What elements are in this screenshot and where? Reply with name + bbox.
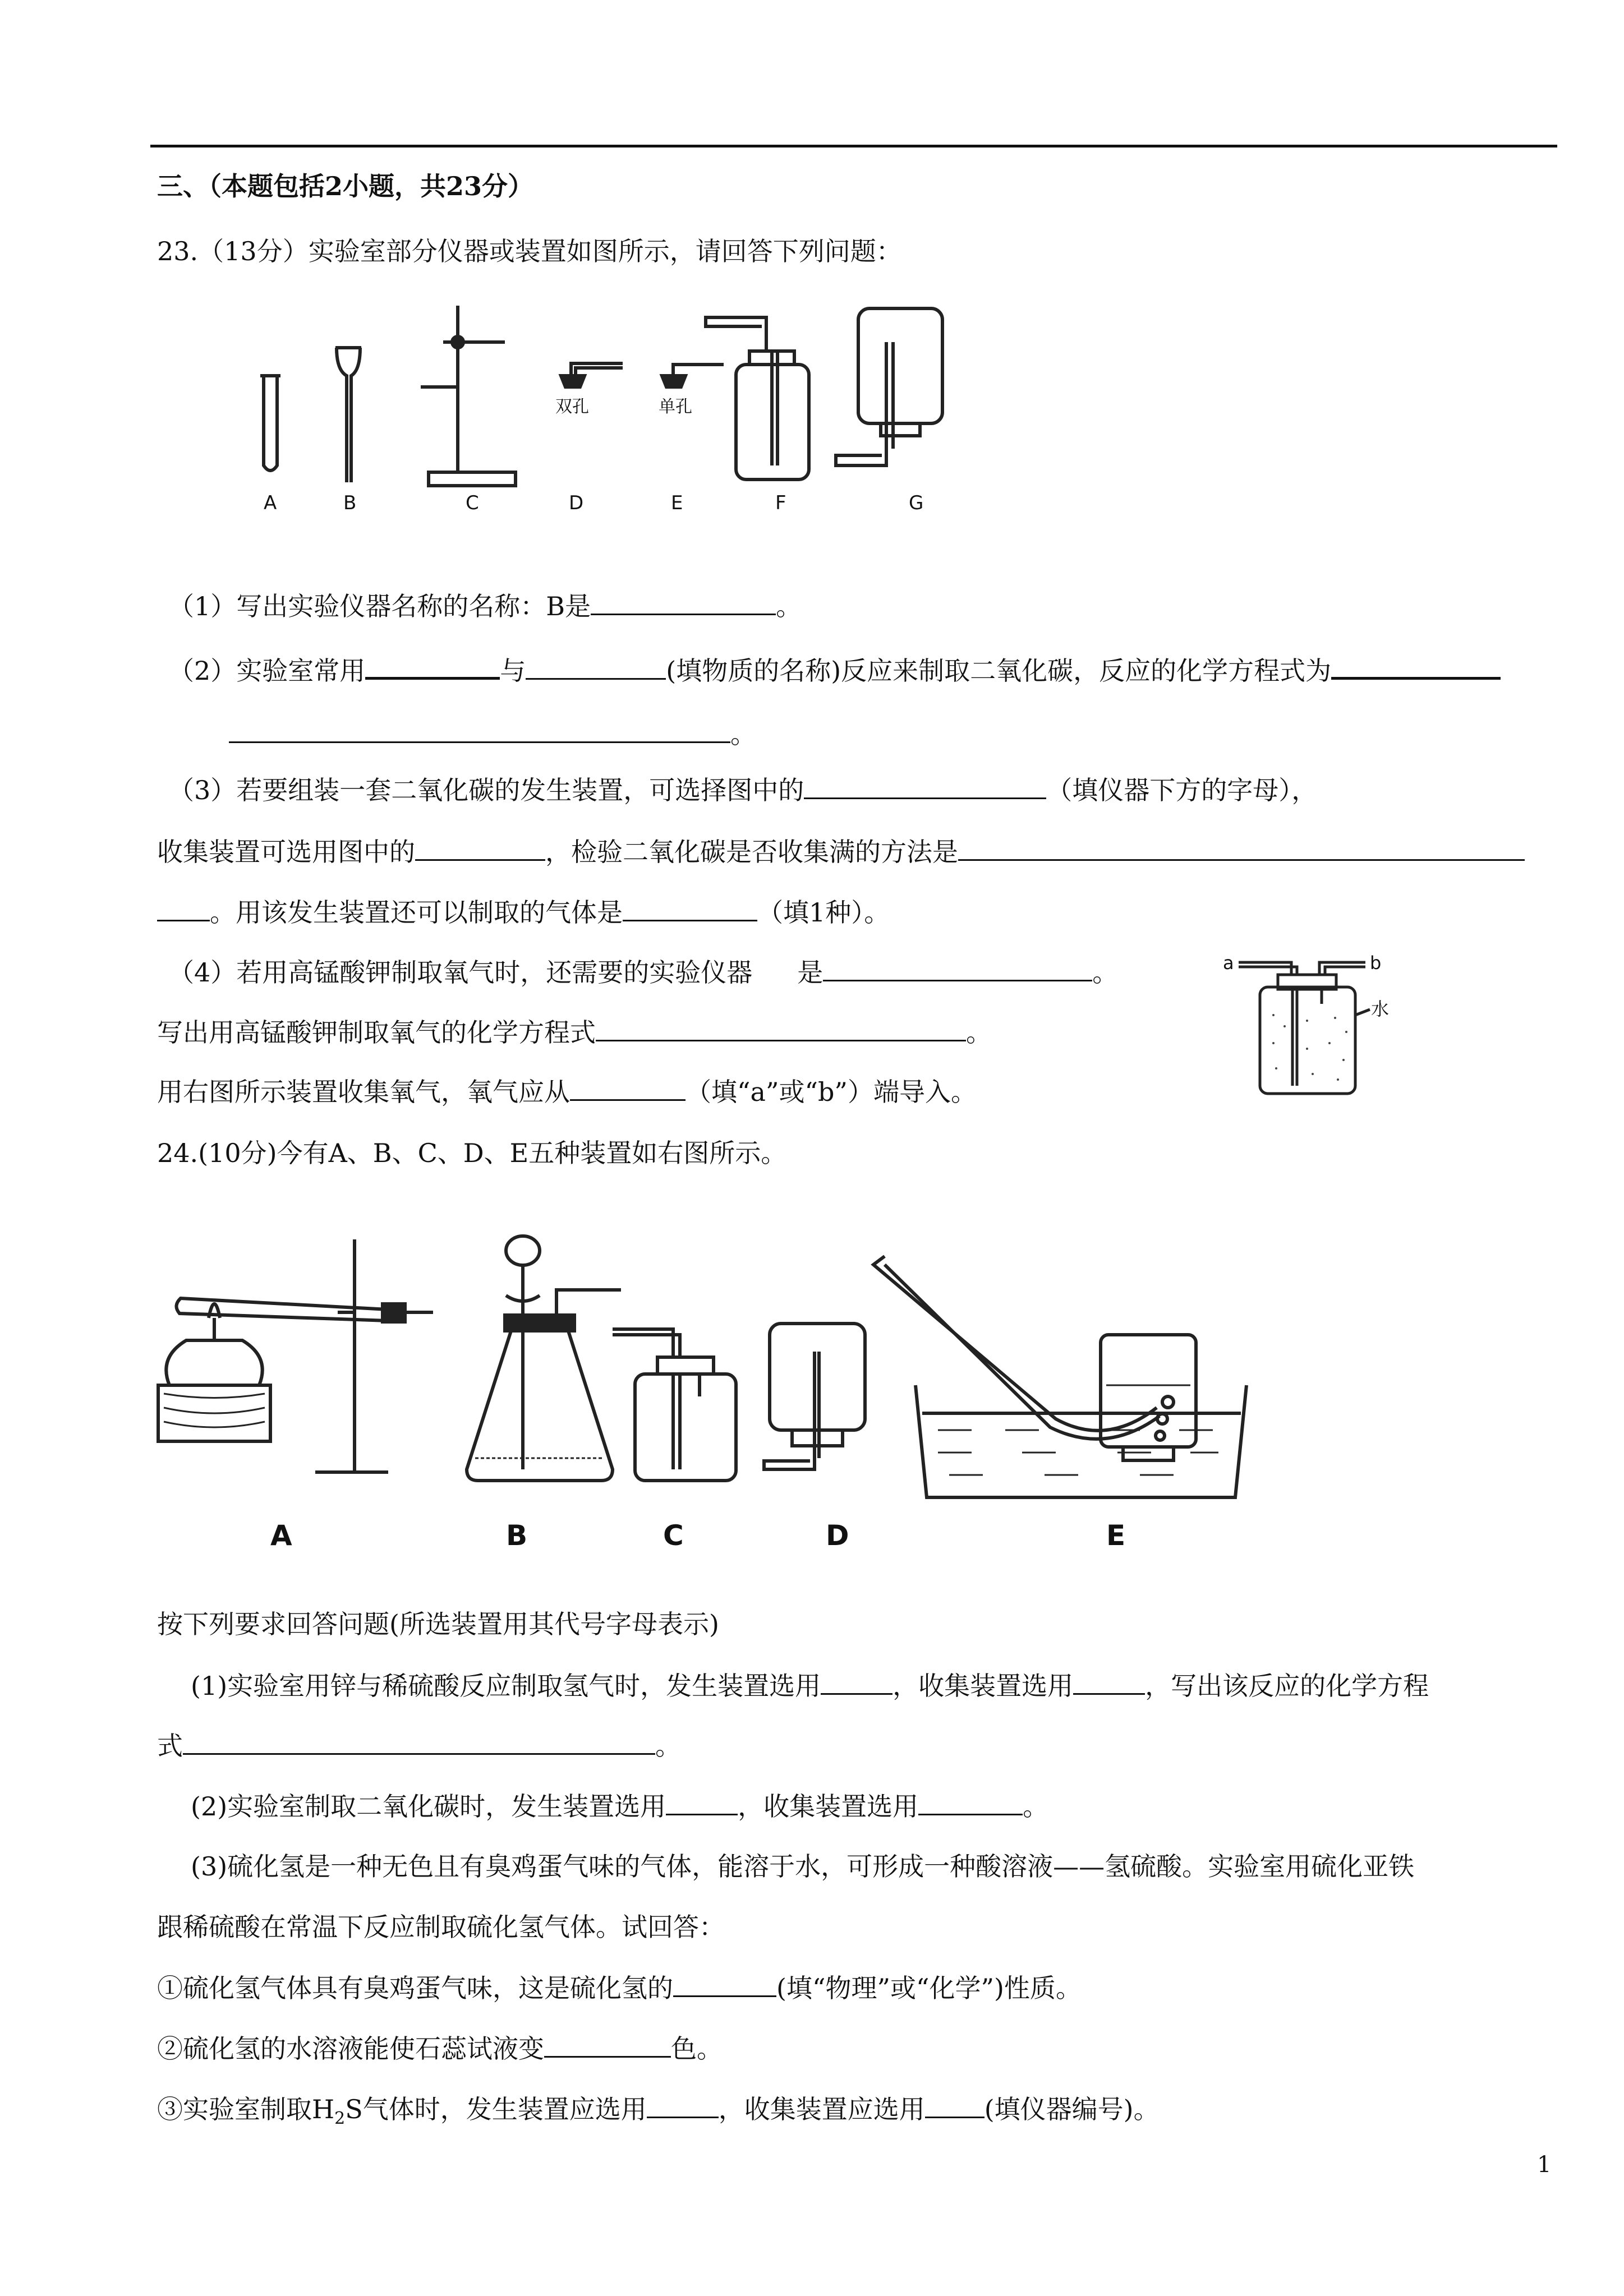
answer-blank[interactable] — [591, 589, 776, 615]
top-rule — [150, 145, 1557, 147]
stopper-label-e: 单孔 — [659, 397, 692, 417]
q24-part2: (2)实验室制取二氧化碳时，发生装置选用 ，收集装置选用 。 — [191, 1789, 1048, 1823]
q24-intro: 按下列要求回答问题(所选装置用其代号字母表示) — [157, 1609, 719, 1639]
figure-label-a: A — [270, 1519, 292, 1552]
q23-stem: 23.（13分）实验室部分仪器或装置如图所示，请回答下列问题： — [157, 236, 902, 266]
stopper-label-d: 双孔 — [555, 397, 589, 417]
figure-label-b: B — [506, 1519, 528, 1552]
q23-part4-line2: 写出用高锰酸钾制取氧气的化学方程式 。 — [157, 1015, 992, 1049]
figure-label-e: E — [671, 492, 683, 514]
water-label: 水 — [1371, 998, 1390, 1020]
figure-label-d: D — [826, 1519, 849, 1552]
figure-label-c: C — [663, 1519, 684, 1552]
q23-apparatus-figure — [241, 297, 999, 522]
answer-blank[interactable] — [958, 835, 1525, 861]
section-title: 三、（本题包括2小题，共23分） — [157, 171, 534, 201]
answer-blank[interactable] — [544, 2031, 671, 2058]
gas-bottle-d-icon — [764, 1324, 865, 1469]
answer-blank[interactable] — [365, 652, 500, 680]
q24-stem: 24.(10分)今有A、B、C、D、E五种装置如右图所示。 — [157, 1138, 787, 1168]
answer-blank[interactable] — [157, 895, 210, 921]
q24-apparatus-figure — [153, 1234, 1275, 1570]
gas-bottle-f-icon — [706, 317, 809, 480]
answer-blank[interactable] — [1331, 652, 1501, 680]
water-bottle-figure — [1223, 953, 1402, 1099]
q23-part3: （3）若要组装一套二氧化碳的发生装置，可选择图中的 （填仪器下方的字母）， — [168, 773, 1317, 807]
answer-blank[interactable] — [596, 1015, 966, 1041]
conical-flask-b-icon — [467, 1236, 621, 1481]
q24-part3-line2: 跟稀硫酸在常温下反应制取硫化氢气体。试回答： — [157, 1912, 725, 1942]
q23-part3-line2: 收集装置可选用图中的 ，检验二氧化碳是否收集满的方法是 — [157, 835, 1525, 869]
test-tube-icon — [260, 376, 280, 471]
figure-label-e: E — [1106, 1519, 1126, 1552]
q24-sub1: ①硫化氢气体具有臭鸡蛋气味，这是硫化氢的 (填“物理”或“化学”)性质。 — [157, 1971, 1082, 2005]
inlet-label-a: a — [1223, 952, 1234, 974]
answer-blank[interactable] — [821, 1668, 892, 1695]
heating-apparatus-a-icon — [158, 1239, 433, 1472]
answer-blank[interactable] — [623, 895, 757, 921]
answer-blank[interactable] — [918, 1789, 1023, 1815]
answer-blank[interactable] — [666, 1789, 738, 1815]
answer-blank[interactable] — [526, 653, 666, 680]
long-funnel-icon — [335, 348, 361, 482]
q23-part4-line3: 用右图所示装置收集氧气，氧气应从 （填“a”或“b”）端导入。 — [157, 1075, 977, 1109]
figure-label-b: B — [343, 492, 357, 514]
answer-blank[interactable] — [804, 773, 1046, 799]
q24-part1-line2: 式 。 — [157, 1728, 681, 1763]
double-hole-stopper-icon — [561, 363, 623, 387]
inlet-label-b: b — [1370, 952, 1382, 974]
q23-part4: （4）若用高锰酸钾制取氧气时，还需要的实验仪器 是 。 — [168, 955, 1118, 989]
page-number: 1 — [1537, 2152, 1552, 2178]
q23-part1: （1）写出实验仪器名称的名称：B是 。 — [168, 589, 802, 623]
answer-blank[interactable] — [647, 2092, 719, 2118]
answer-blank[interactable] — [183, 1728, 655, 1755]
q24-sub3: ③实验室制取$H_2S$气体时，发生装置应选用 ，收集装置应选用 (填仪器编号)。 — [157, 2092, 1160, 2136]
q23-part2-line2: 。 — [229, 717, 756, 751]
answer-blank[interactable] — [570, 1075, 686, 1101]
figure-label-f: F — [775, 492, 786, 514]
q24-part3: (3)硫化氢是一种无色且有臭鸡蛋气味的气体，能溶于水，可形成一种酸溶液——氢硫酸。实验室用硫化亚铁 — [191, 1851, 1415, 1882]
answer-blank[interactable] — [229, 717, 730, 743]
answer-blank[interactable] — [925, 2092, 984, 2118]
single-hole-stopper-icon — [662, 365, 724, 387]
q24-sub2: ②硫化氢的水溶液能使石蕊试液变 色。 — [157, 2031, 723, 2066]
answer-blank[interactable] — [673, 1971, 776, 1997]
figure-label-a: A — [264, 492, 277, 514]
gas-bottle-c-icon — [613, 1329, 736, 1481]
gas-bottle-g-icon — [836, 308, 942, 465]
water-trough-e-icon — [873, 1256, 1246, 1497]
q23-part2: （2）实验室常用 与 (填物质的名称)反应来制取二氧化碳，反应的化学方程式为 — [168, 652, 1501, 688]
answer-blank[interactable] — [1073, 1668, 1145, 1695]
answer-blank[interactable] — [823, 955, 1092, 981]
q24-part1: (1)实验室用锌与稀硫酸反应制取氢气时，发生装置选用 ，收集装置选用 ，写出该反应的化学方程 — [191, 1668, 1429, 1703]
q23-part3-line3: 。用该发生装置还可以制取的气体是 （填1种）。 — [157, 895, 890, 929]
answer-blank[interactable] — [415, 835, 545, 861]
iron-stand-icon — [421, 306, 516, 486]
figure-label-c: C — [466, 492, 479, 514]
figure-label-g: G — [909, 492, 924, 514]
figure-label-d: D — [569, 492, 584, 514]
